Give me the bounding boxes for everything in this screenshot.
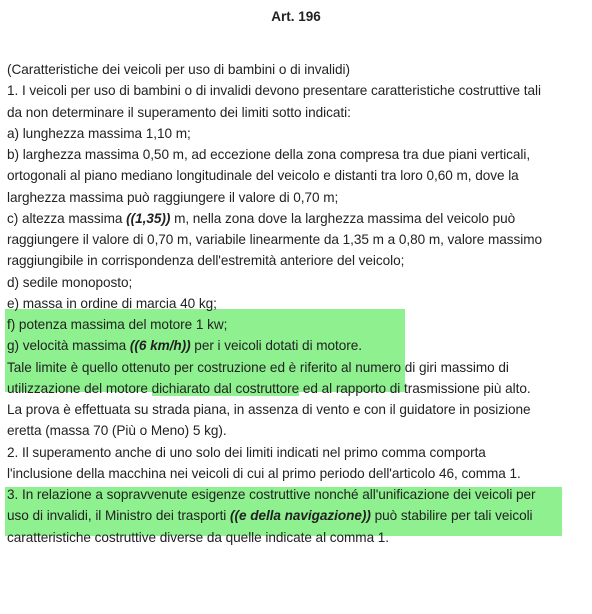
- text-line: [7, 187, 589, 208]
- text-line: [7, 102, 589, 123]
- text-line: [7, 357, 589, 378]
- highlighted-text: dichiarato dal costruttore: [151, 380, 300, 396]
- line-text: utilizzazione del motore: [7, 380, 152, 396]
- line-text: 1. I veicoli per uso di bambini o di invalidi devono presentare caratteristiche costruttive tali: [7, 83, 541, 99]
- line-text: raggiungibile in corrispondenza dell'estremità anteriore del veicolo;: [7, 253, 405, 269]
- text-line: [7, 378, 589, 399]
- line-text: e) massa in ordine di marcia 40 kg;: [7, 295, 217, 311]
- line-text: 2. Il superamento anche di uno solo dei limiti indicati nel primo comma comporta: [7, 444, 486, 460]
- line-text: m, nella zona dove la larghezza massima del veicolo può: [170, 210, 516, 226]
- line-text: a) lunghezza massima 1,10 m;: [7, 125, 191, 141]
- text-line: [7, 80, 589, 101]
- line-text: 3. In relazione a sopravvenute esigenze costruttive nonché all'unificazione dei veicoli per: [7, 487, 536, 502]
- text-line: [7, 229, 589, 250]
- line-text: da non determinare il superamento dei limiti sotto indicati:: [7, 104, 351, 120]
- line-text: uso di invalidi, il Ministro dei trasporti: [7, 508, 230, 524]
- line-text: d) sedile monoposto;: [7, 274, 133, 290]
- line-text: può stabilire per tali veicoli: [370, 508, 533, 524]
- line-text: ed al rapporto di trasmissione più alto.: [299, 380, 531, 396]
- text-line: [7, 484, 589, 505]
- text-line: [7, 442, 589, 463]
- line-text: c) altezza massima: [7, 210, 127, 226]
- text-line: [7, 399, 589, 420]
- text-line: [7, 272, 589, 293]
- text-line: [7, 293, 589, 314]
- line-text: g) velocità massima: [7, 338, 130, 354]
- amended-text: ((6 km/h)): [129, 338, 191, 354]
- text-line: [7, 208, 589, 229]
- amended-text: ((1,35)): [126, 210, 171, 226]
- line-text: eretta (massa 70 (Più o Meno) 5 kg).: [7, 423, 227, 439]
- article-body: [7, 59, 589, 548]
- line-text: Tale limite è quello ottenuto per costruzione ed è riferito al numero di giri massimo di: [7, 359, 509, 375]
- text-line: [7, 250, 589, 271]
- text-line: [7, 420, 589, 441]
- line-text: caratteristiche costruttive diverse da quelle indicate al comma 1.: [7, 529, 390, 545]
- text-line: [7, 463, 589, 484]
- text-line: [7, 335, 589, 356]
- line-text: La prova è effettuata su strada piana, in assenza di vento e con il guidatore in posizione: [7, 402, 531, 417]
- line-text: raggiungere il valore di 0,70 m, variabile linearmente da 1,35 m a 0,80 m, valore massimo: [7, 232, 543, 247]
- text-line: [7, 527, 589, 548]
- text-line: [7, 165, 589, 186]
- text-line: [7, 59, 589, 80]
- text-line: [7, 505, 589, 526]
- line-text: larghezza massima può raggiungere il valore di 0,70 m;: [7, 189, 339, 205]
- text-line: [7, 123, 589, 144]
- article-title: Art. 196: [271, 9, 321, 24]
- line-text: ortogonali al piano mediano longitudinale del veicolo e distanti tra loro 0,60 m, dove la: [7, 168, 519, 184]
- line-text: f) potenza massima del motore 1 kw;: [7, 317, 228, 332]
- line-text: per i veicoli dotati di motore.: [190, 338, 363, 354]
- line-text: (Caratteristiche dei veicoli per uso di bambini o di invalidi): [7, 62, 350, 77]
- line-text: l'inclusione della macchina nei veicoli di cui al primo periodo dell'articolo 46, comma 1.: [7, 465, 521, 481]
- text-line: [7, 144, 589, 165]
- amended-text: ((e della navigazione)): [230, 508, 371, 524]
- line-text: b) larghezza massima 0,50 m, ad eccezione della zona compresa tra due piani verticali,: [7, 147, 531, 162]
- text-line: [7, 314, 589, 335]
